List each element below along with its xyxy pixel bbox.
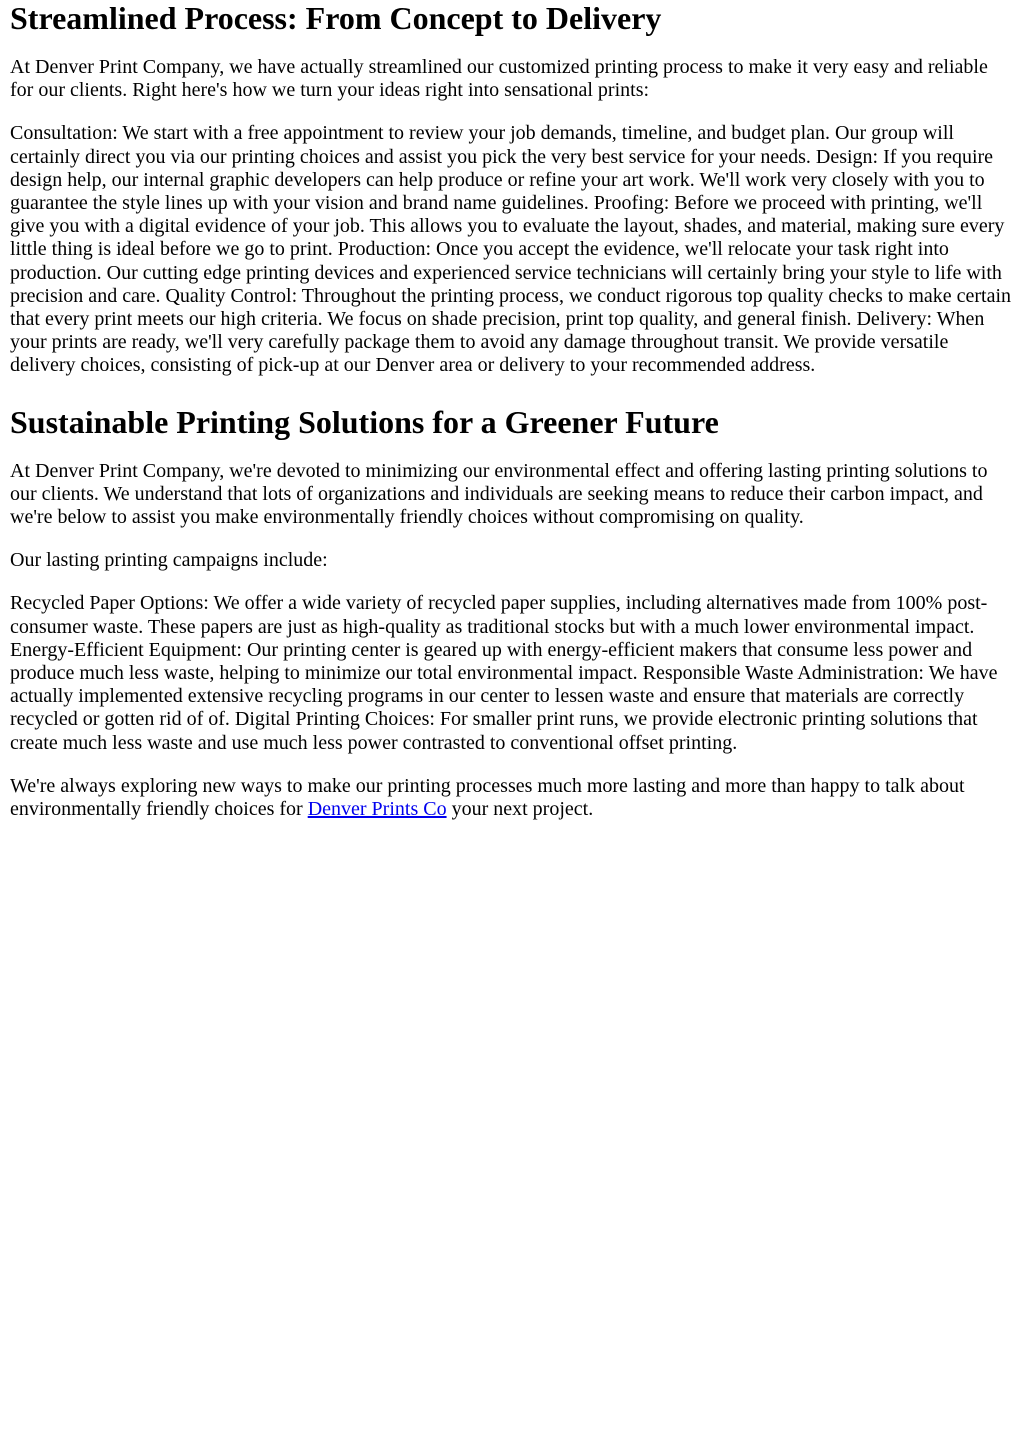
initiatives-paragraph: Recycled Paper Options: We offer a wide variety of recycled paper supplies, including alternatives made from 100% post-consumer waste. These papers are just as high-quality as traditional stocks but with a much lower environmental impact. Energy-Efficient Equipment: Our printing center is geared up with energy-efficient makers that consume less power and produce much less waste, helping to minimize our total environmental impact. Responsible Waste Administration: We have actually implemented extensive recycling programs in our center to lessen waste and ensure that materials are correctly recycled or gotten rid of of. Digital Printing Choices: For smaller print runs, we provide electronic printing solutions that create much less waste and use much less power contrasted to conventional offset printing. xyxy=(10,592,998,754)
sustainable-intro-paragraph: At Denver Print Company, we're devoted to minimizing our environmental effect and offering lasting printing solutions to our clients. We understand that lots of organizations and individuals are seeking means to reduce their carbon impact, and we're below to assist you make environmentally friendly choices without compromising on quality. xyxy=(10,459,988,529)
section-heading-process: Streamlined Process: From Concept to Delivery xyxy=(10,0,662,36)
process-steps-paragraph: Consultation: We start with a free appointment to review your job demands, timeline, and budget plan. Our group will certainly direct you via our printing choices and assist you pick the very best service for your needs. Design: If you require design help, our internal graphic developers can help produce or refine your art work. We'll work very closely with you to guarantee the style lines up with your vision and brand name guidelines. Proofing: Before we proceed with printing, we'll give you with a digital evidence of your job. This allows you to evaluate the layout, shades, and material, making sure every little thing is ideal before we go to print. Production: Once you accept the evidence, we'll relocate your task right into production. Our cutting edge printing devices and experienced service technicians will certainly bring your style to life with precision and care. Quality Control: Throughout the printing process, we conduct rigorous top quality checks to make certain that every print meets our high criteria. We focus on shade precision, print top quality, and general finish. Delivery: When your prints are ready, we'll very carefully package them to avoid any damage throughout transit. We provide versatile delivery choices, consisting of pick-up at our Denver area or delivery to your recommended address. xyxy=(10,122,1012,377)
process-intro-paragraph: At Denver Print Company, we have actually streamlined our customized printing process to make it very easy and reliable for our clients. Right here's how we turn your ideas right into sensational prints: xyxy=(10,56,988,102)
closing-text-after: your next project. xyxy=(446,798,594,821)
denver-prints-co-link[interactable]: Denver Prints Co xyxy=(307,798,447,821)
closing-paragraph xyxy=(10,775,1014,821)
closing-text-before: We're always exploring new ways to make our printing processes much more lasting and more than happy to talk about environmentally friendly choices for xyxy=(10,774,965,821)
section-heading-sustainable: Sustainable Printing Solutions for a Greener Future xyxy=(10,403,719,440)
initiatives-lead-paragraph: Our lasting printing campaigns include: xyxy=(10,549,328,572)
